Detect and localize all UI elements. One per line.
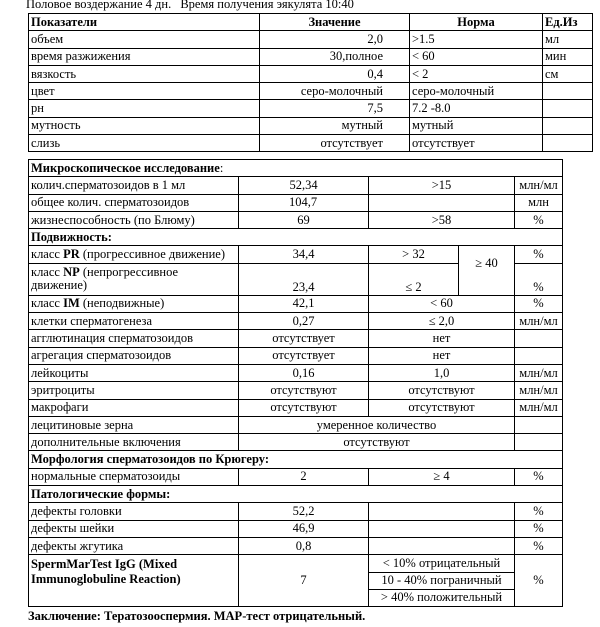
table-row <box>29 537 563 554</box>
param-unit: млн/мл <box>515 177 563 194</box>
col-header-value: Значение <box>260 14 410 31</box>
class-code: PR <box>63 247 80 262</box>
param-name: вязкость <box>29 65 260 82</box>
param-unit: мл <box>543 31 593 48</box>
table-row <box>29 48 593 65</box>
param-name <box>29 295 239 312</box>
microscopy-table <box>28 159 563 607</box>
param-unit: млн/мл <box>515 382 563 399</box>
param-name: дополнительные включения <box>29 434 239 451</box>
class-code: IM <box>63 296 80 311</box>
table-row <box>29 295 563 312</box>
param-unit <box>515 434 563 451</box>
table-row <box>29 211 563 228</box>
class-code: NP <box>63 265 80 280</box>
param-unit: % <box>515 468 563 485</box>
param-value: 2,0 <box>260 31 410 48</box>
table-row <box>29 347 563 364</box>
header-line <box>26 0 354 12</box>
param-norm: ≤ 2 <box>369 263 459 295</box>
table-row <box>29 434 563 451</box>
param-value: отсутствуют <box>239 382 369 399</box>
param-norm: ≤ 2,0 <box>369 313 515 330</box>
mar-test-unit: % <box>515 555 563 607</box>
param-norm: отсутствует <box>410 135 543 152</box>
section-title-micro: Микроскопическое исследование: <box>29 160 563 177</box>
param-unit: млн/мл <box>515 313 563 330</box>
param-name: объем <box>29 31 260 48</box>
class-prefix: класс <box>31 247 64 262</box>
param-value: 0,16 <box>239 364 369 381</box>
param-unit <box>543 100 593 117</box>
param-value: 30,полное <box>260 48 410 65</box>
class-prefix: класс <box>31 296 64 311</box>
table-row <box>29 416 563 433</box>
param-name: эритроциты <box>29 382 239 399</box>
section-title-motility: Подвижность: <box>29 229 563 246</box>
param-norm <box>369 520 515 537</box>
param-norm: < 60 <box>369 295 515 312</box>
param-norm: 7.2 -8.0 <box>410 100 543 117</box>
param-name: время разжижения <box>29 48 260 65</box>
mar-test-name <box>29 555 239 607</box>
class-desc: (прогрессивное движение) <box>79 247 225 262</box>
param-name: дефекты головки <box>29 503 239 520</box>
micro-title: Микроскопическое исследование <box>31 160 220 175</box>
param-unit <box>515 416 563 433</box>
table-row <box>29 194 563 211</box>
table-row <box>29 83 593 100</box>
class-prefix: класс <box>31 265 64 280</box>
param-value: 34,4 <box>239 246 369 263</box>
param-value: 23,4 <box>239 263 369 295</box>
section-title-kruger: Морфология сперматозоидов по Крюгеру: <box>29 451 563 468</box>
param-norm: 1,0 <box>369 364 515 381</box>
basic-params-table <box>28 13 593 152</box>
class-desc: (непрогрессивное движение) <box>31 265 179 293</box>
section-row-micro <box>29 160 563 177</box>
param-name: лецитиновые зерна <box>29 416 239 433</box>
class-desc: (неподвижные) <box>79 296 165 311</box>
param-norm: отсутствуют <box>369 399 515 416</box>
param-unit: мин <box>543 48 593 65</box>
param-unit: % <box>515 295 563 312</box>
param-unit: см <box>543 65 593 82</box>
param-name: агглютинация сперматозоидов <box>29 330 239 347</box>
param-unit: % <box>515 520 563 537</box>
param-name: макрофаги <box>29 399 239 416</box>
param-norm: < 60 <box>410 48 543 65</box>
param-name: лейкоциты <box>29 364 239 381</box>
section-row-pathology <box>29 486 563 503</box>
table-row <box>29 520 563 537</box>
mar-name-line2: Immunoglobuline Reaction) <box>31 572 181 587</box>
param-name: колич.сперматозоидов в 1 мл <box>29 177 239 194</box>
mar-norm-positive: > 40% положительный <box>369 589 515 606</box>
param-norm <box>369 194 515 211</box>
param-value: отсутствует <box>239 347 369 364</box>
table-row <box>29 364 563 381</box>
param-name <box>29 246 239 263</box>
col-header-norm: Норма <box>410 14 543 31</box>
param-norm: нет <box>369 347 515 364</box>
mar-norm-negative: < 10% отрицательный <box>369 555 515 572</box>
param-name: рн <box>29 100 260 117</box>
param-unit <box>543 117 593 134</box>
table-row <box>29 468 563 485</box>
table-row <box>29 177 563 194</box>
table-row <box>29 503 563 520</box>
param-name: клетки сперматогенеза <box>29 313 239 330</box>
param-norm: мутный <box>410 117 543 134</box>
param-value: 52,2 <box>239 503 369 520</box>
param-name: цвет <box>29 83 260 100</box>
param-name: мутность <box>29 117 260 134</box>
section-title-pathology: Патологические формы: <box>29 486 563 503</box>
table-row <box>29 100 593 117</box>
param-unit <box>515 347 563 364</box>
param-value: 52,34 <box>239 177 369 194</box>
param-value: 0,4 <box>260 65 410 82</box>
param-norm: >1.5 <box>410 31 543 48</box>
combined-norm: ≥ 40 <box>459 246 515 295</box>
param-norm: ≥ 4 <box>369 468 515 485</box>
param-norm: >15 <box>369 177 515 194</box>
sample-time-text: Время получения эякулята 10:40 <box>180 0 354 11</box>
param-unit: % <box>515 246 563 263</box>
param-unit: % <box>515 211 563 228</box>
table-row <box>29 330 563 347</box>
mar-name-line1: SpermMarTest IgG (Mixed <box>31 557 178 572</box>
param-norm: < 2 <box>410 65 543 82</box>
param-norm: серо-молочный <box>410 83 543 100</box>
table-row <box>29 117 593 134</box>
abstinence-text: Половое воздержание 4 дн. <box>26 0 172 11</box>
param-value: отсутствует <box>260 135 410 152</box>
col-header-param: Показатели <box>29 14 260 31</box>
param-value: 0,27 <box>239 313 369 330</box>
param-unit <box>543 83 593 100</box>
param-unit: % <box>515 263 563 295</box>
param-name <box>29 263 239 295</box>
param-unit <box>543 135 593 152</box>
param-unit <box>515 330 563 347</box>
param-value: мутный <box>260 117 410 134</box>
conclusion: Заключение: Тератозооспермия. MAP-тест отрицательный. <box>28 609 366 623</box>
col-header-unit: Ед.Из <box>543 14 593 31</box>
param-name: нормальные сперматозоиды <box>29 468 239 485</box>
table-row <box>29 65 593 82</box>
param-unit: млн/мл <box>515 399 563 416</box>
param-value: серо-молочный <box>260 83 410 100</box>
table-header-row <box>29 14 593 31</box>
param-norm: >58 <box>369 211 515 228</box>
param-name: жизнеспособность (по Блюму) <box>29 211 239 228</box>
param-norm: нет <box>369 330 515 347</box>
param-unit: млн <box>515 194 563 211</box>
table-row <box>29 382 563 399</box>
param-norm <box>369 503 515 520</box>
param-unit: млн/мл <box>515 364 563 381</box>
param-value: 104,7 <box>239 194 369 211</box>
table-row <box>29 246 563 263</box>
param-value: 0,8 <box>239 537 369 554</box>
param-name: дефекты шейки <box>29 520 239 537</box>
section-row-motility <box>29 229 563 246</box>
param-value: отсутствует <box>239 330 369 347</box>
mar-test-row <box>29 555 563 572</box>
section-row-kruger <box>29 451 563 468</box>
param-name: общее колич. сперматозоидов <box>29 194 239 211</box>
table-row <box>29 31 593 48</box>
param-value: отсутствуют <box>239 434 515 451</box>
param-name: слизь <box>29 135 260 152</box>
param-unit: % <box>515 503 563 520</box>
param-value: 46,9 <box>239 520 369 537</box>
param-name: дефекты жгутика <box>29 537 239 554</box>
mar-test-value: 7 <box>239 555 369 607</box>
param-unit: % <box>515 537 563 554</box>
param-value: умеренное количество <box>239 416 515 433</box>
param-name: агрегация сперматозоидов <box>29 347 239 364</box>
param-value: 42,1 <box>239 295 369 312</box>
param-value: отсутствуют <box>239 399 369 416</box>
param-norm: > 32 <box>369 246 459 263</box>
param-norm <box>369 537 515 554</box>
param-value: 69 <box>239 211 369 228</box>
param-norm: отсутствуют <box>369 382 515 399</box>
param-value: 7,5 <box>260 100 410 117</box>
table-row <box>29 399 563 416</box>
param-value: 2 <box>239 468 369 485</box>
table-row <box>29 135 593 152</box>
mar-norm-borderline: 10 - 40% пограничный <box>369 572 515 589</box>
table-row <box>29 313 563 330</box>
